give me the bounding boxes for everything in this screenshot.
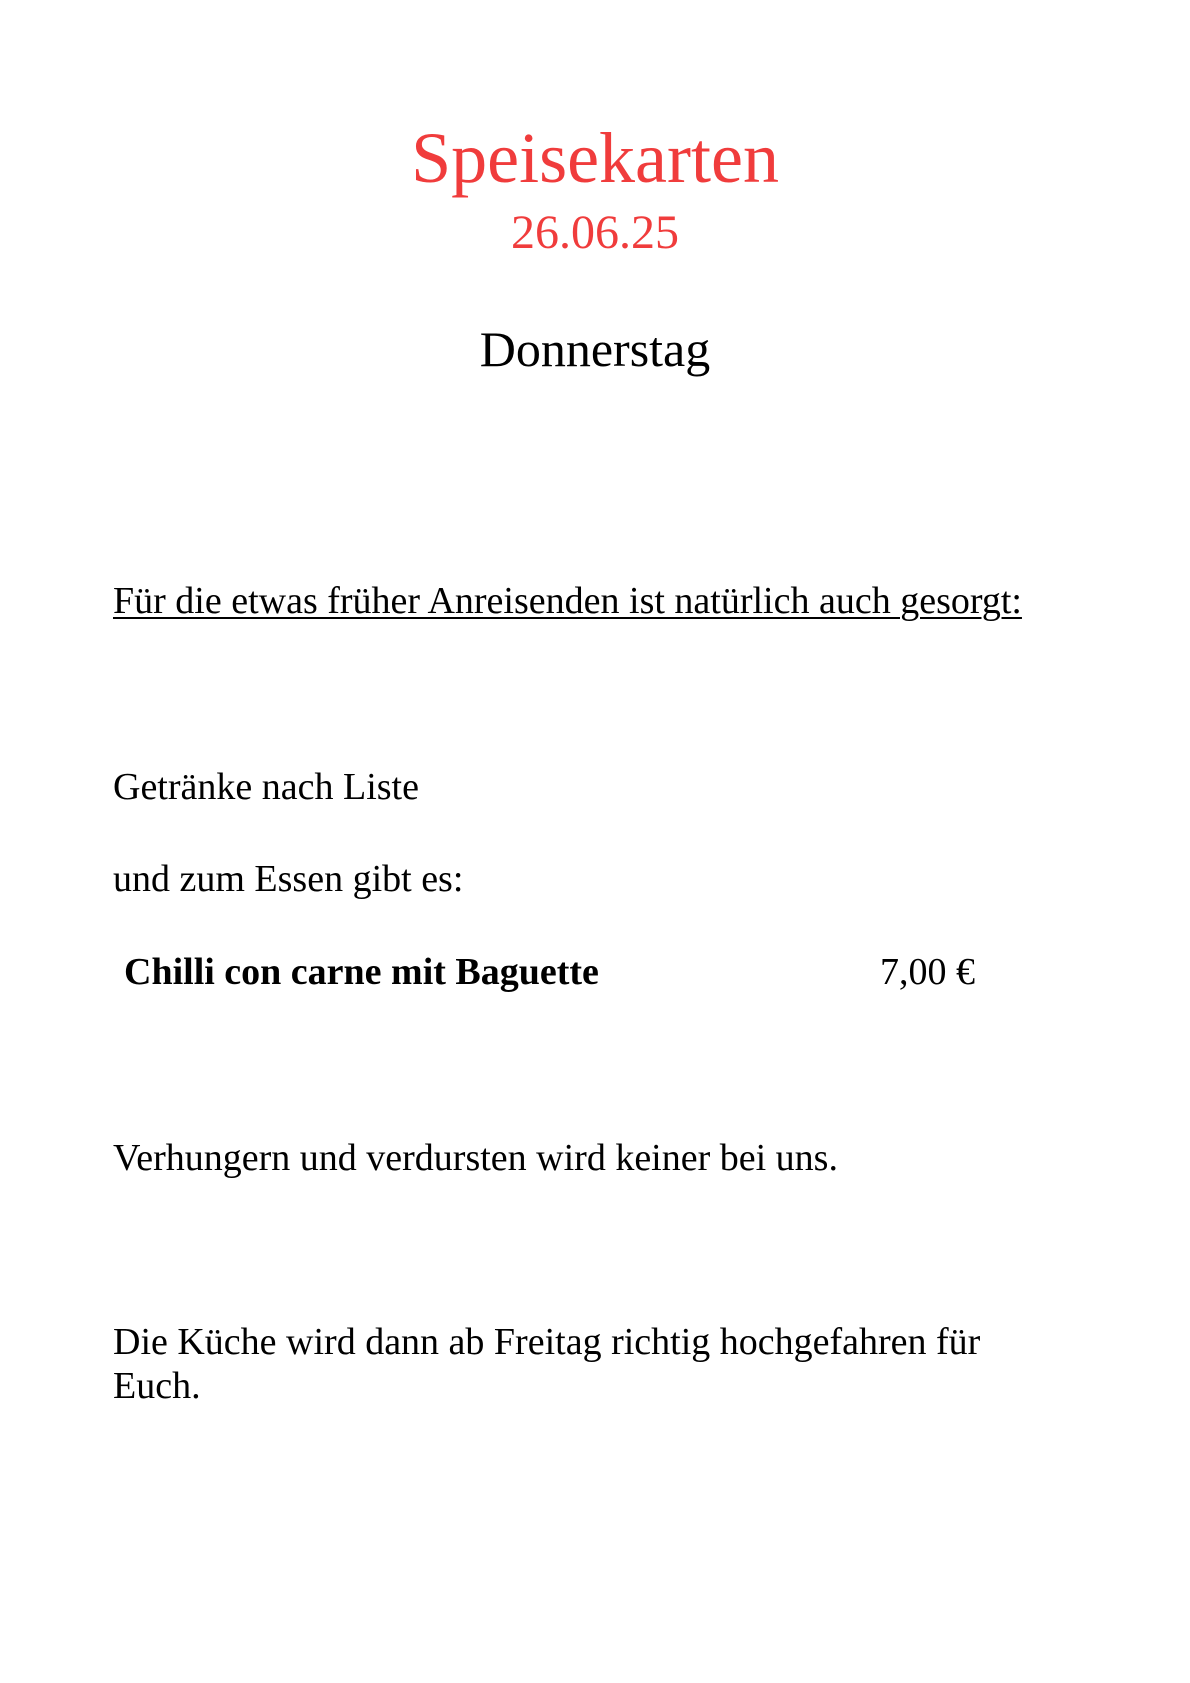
- outro-text: Die Küche wird dann ab Freitag richtig hochgefahren für Euch.: [113, 1321, 981, 1407]
- food-intro-text: und zum Essen gibt es:: [113, 858, 464, 900]
- dish-price: 7,00 €: [880, 951, 975, 993]
- note-text: Verhungern und verdursten wird keiner bei uns.: [113, 1137, 838, 1179]
- intro-text: Für die etwas früher Anreisenden ist natürlich auch gesorgt:: [113, 580, 1022, 622]
- drinks-text: Getränke nach Liste: [113, 766, 419, 808]
- menu-title: Speisekarten: [411, 118, 779, 198]
- menu-day: Donnerstag: [479, 321, 711, 377]
- dish-name: Chilli con carne mit Baguette: [124, 951, 599, 993]
- menu-date: 26.06.25: [511, 206, 679, 259]
